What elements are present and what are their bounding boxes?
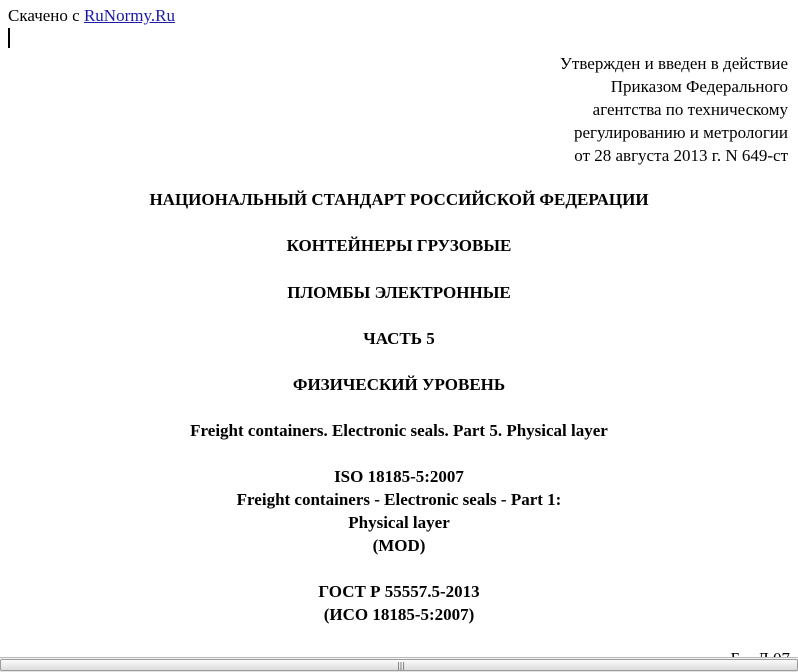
horizontal-scrollbar[interactable]	[0, 657, 798, 672]
source-line	[8, 6, 175, 26]
scrollbar-thumb[interactable]	[0, 659, 798, 671]
grip-icon: |||	[396, 661, 406, 670]
approval-block	[408, 52, 788, 167]
runormy-link[interactable]: RuNormy.Ru	[83, 6, 175, 25]
approval-line: агентства по техническому	[592, 100, 788, 119]
source-prefix: Скачено с	[8, 6, 84, 25]
iso-reference-block	[0, 465, 798, 557]
standard-heading: НАЦИОНАЛЬНЫЙ СТАНДАРТ РОССИЙСКОЙ ФЕДЕРАЦИИ	[149, 190, 649, 209]
gost-reference-block	[0, 580, 798, 626]
text-cursor	[8, 28, 10, 48]
gost-code: ГОСТ Р 55557.5-2013	[318, 582, 480, 601]
iso-code: ISO 18185-5:2007	[334, 467, 464, 486]
english-title: Freight containers. Electronic seals. Part 5. Physical layer	[190, 421, 608, 440]
approval-line: от 28 августа 2013 г. N 649-ст	[574, 146, 788, 165]
part-heading: ЧАСТЬ 5	[363, 329, 435, 348]
approval-line: Приказом Федерального	[610, 77, 788, 96]
gost-iso-ref: (ИСО 18185-5:2007)	[323, 605, 475, 624]
iso-title-line: Physical layer	[348, 513, 450, 532]
iso-mod-label: (MOD)	[372, 536, 426, 555]
approval-line: регулированию и метрологии	[573, 123, 788, 142]
subtitle-heading: ПЛОМБЫ ЭЛЕКТРОННЫЕ	[287, 283, 511, 302]
layer-heading: ФИЗИЧЕСКИЙ УРОВЕНЬ	[292, 375, 506, 394]
subject-heading: КОНТЕЙНЕРЫ ГРУЗОВЫЕ	[286, 236, 512, 255]
approval-line: Утвержден и введен в действие	[559, 54, 788, 73]
iso-title-line: Freight containers - Electronic seals - Part 1:	[236, 490, 562, 509]
